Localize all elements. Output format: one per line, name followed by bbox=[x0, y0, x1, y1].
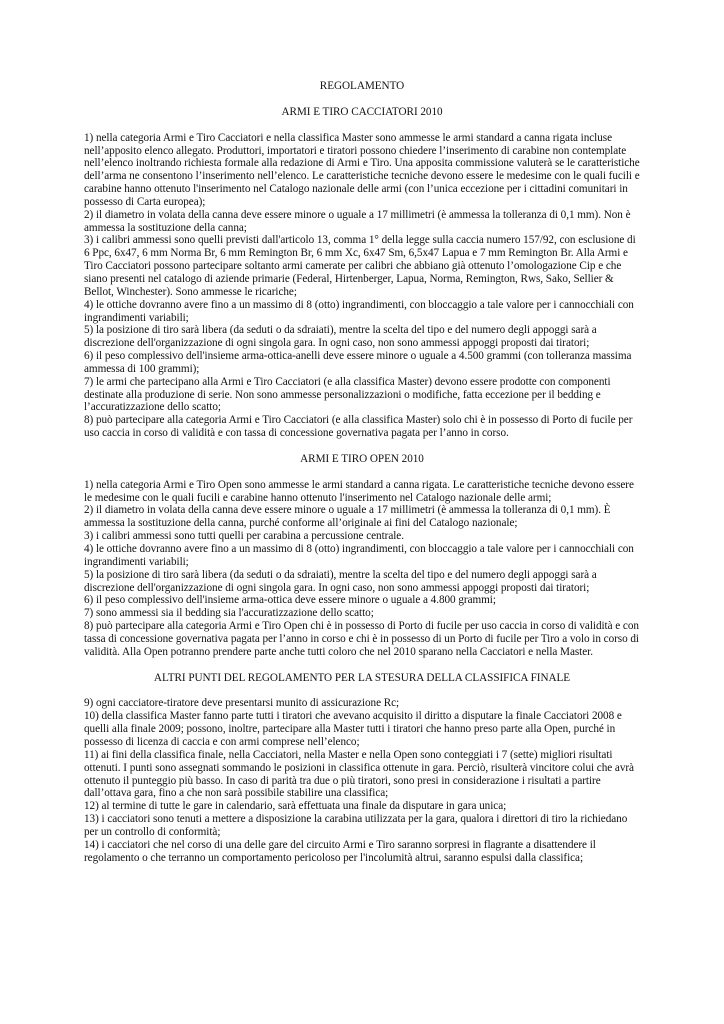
rule-paragraph: 4) le ottiche dovranno avere fino a un massimo di 8 (otto) ingrandimenti, con bloccaggio a tale valore per i cannocchiali con ingrandimenti variabili; bbox=[84, 298, 634, 324]
rule-paragraph: 7) sono ammessi sia il bedding sia l'accuratizzazione dello scatto; bbox=[84, 607, 374, 620]
rule-paragraph: 11) ai fini della classifica finale, nella Cacciatori, nella Master e nella Open sono conteggiati i 7 (sette) migliori risultati ottenuti. I punti sono assegnati sommando le posizioni in classifica ottenute in gara. Perciò, risulterà vincitore colui che avrà ottenuto il punteggio più basso. In caso di parità tra due o più tiratori, sono presi in considerazione i risultati a partire dall’ottava gara, fino a che non sarà possibile stabilire una classifica; bbox=[84, 748, 634, 800]
rule-paragraph: 8) può partecipare alla categoria Armi e Tiro Open chi è in possesso di Porto di fucile per uso caccia in corso di validità e con tassa di concessione governativa pagata per l’anno in corso e chi è in possesso di un Porto di fucile per Tiro a volo in corso di validità. Alla Open potranno prendere parte anche tutti coloro che nel 2010 sparano nella Cacciatori e nella Master. bbox=[84, 620, 639, 658]
rule-paragraph: 1) nella categoria Armi e Tiro Open sono ammesse le armi standard a canna rigata. Le caratteristiche tecniche devono essere le medesime con le quali fucili e carabine hanno ottenuto l'inserimento nel Catalogo nazionale delle armi; bbox=[84, 478, 634, 504]
rule-paragraph: 2) il diametro in volata della canna deve essere minore o uguale a 17 millimetri (è ammessa la tolleranza di 0,1 mm). Non è ammessa la sostituzione della canna; bbox=[84, 208, 631, 234]
section-altri-punti bbox=[84, 697, 640, 864]
rule-paragraph: 6) il peso complessivo dell'insieme arma-ottica-anelli deve essere minore o uguale a 4.500 grammi (con tolleranza massima ammessa di 100 grammi); bbox=[84, 350, 632, 375]
section-title-cacciatori: ARMI E TIRO CACCIATORI 2010 bbox=[281, 105, 443, 118]
rule-paragraph: 14) i cacciatori che nel corso di una delle gare del circuito Armi e Tiro saranno sorpresi in flagrante a disattendere il regolamento o che terranno un comportamento pericoloso per l'incolumità altrui, saranno espulsi dalla classifica; bbox=[84, 838, 596, 864]
rule-paragraph: 8) può partecipare alla categoria Armi e Tiro Cacciatori (e alla classifica Master) solo chi è in possesso di Porto di fucile per uso caccia in corso di validità e con tassa di concessione governativa pagata per l’anno in corso. bbox=[84, 414, 633, 440]
rule-paragraph: 10) della classifica Master fanno parte tutti i tiratori che avevano acquisito il diritto a disputare la finale Cacciatori 2008 e quelli alla finale 2009; possono, inoltre, partecipare alla Master tutti i tiratori che hanno preso parte alla Open, purché in possesso di licenza di caccia e con armi comprese nell’elenco; bbox=[84, 710, 622, 748]
section-cacciatori bbox=[84, 132, 640, 440]
rule-paragraph: 7) le armi che partecipano alla Armi e Tiro Cacciatori (e alla classifica Master) devono essere prodotte con componenti destinate alla produzione di serie. Non sono ammesse personalizzazioni o modifiche, fatta eccezione per il bedding e l’accuratizzazione dello scatto; bbox=[84, 375, 611, 414]
rule-paragraph: 5) la posizione di tiro sarà libera (da seduti o da sdraiati), mentre la scelta del tipo e del numero degli appoggi sarà a discrezione dell'organizzazione di ogni singola gara. In ogni caso, non sono ammessi appoggi proposti dai tiratori; bbox=[84, 568, 597, 594]
rule-paragraph: 9) ogni cacciatore-tiratore deve presentarsi munito di assicurazione Rc; bbox=[84, 697, 400, 710]
rule-paragraph: 6) il peso complessivo dell'insieme arma-ottica deve essere minore o uguale a 4.800 grammi; bbox=[84, 594, 496, 607]
rule-paragraph: 3) i calibri ammessi sono tutti quelli per carabina a percussione centrale. bbox=[84, 530, 404, 543]
rule-paragraph: 1) nella categoria Armi e Tiro Cacciatori e nella classifica Master sono ammesse le armi standard a canna rigata incluse nell’apposito elenco allegato. Produttori, importatori e tiratori possono chiedere l’inserimento di carabine non contemplate nell’elenco inoltrando richiesta formale alla redazione di Armi e Tiro. Una apposita commissione valuterà se le caratteristiche dell’arma ne consentono l’inserimento nell’elenco. Le caratteristiche tecniche devono essere le medesime con le quali fucili e carabine hanno ottenuto l'inserimento nel Catalogo nazionale delle armi (con l’unica eccezione per i cittadini comunitari in possesso di Carta europea); bbox=[84, 131, 640, 208]
rule-paragraph: 13) i cacciatori sono tenuti a mettere a disposizione la carabina utilizzata per la gara, qualora i direttori di tiro la richiedano per un controllo di conformità; bbox=[84, 813, 628, 838]
rule-paragraph: 3) i calibri ammessi sono quelli previsti dall'articolo 13, comma 1° della legge sulla caccia numero 157/92, con esclusione di 6 Ppc, 6x47, 6 mm Norma Br, 6 mm Remington Br, 6 mm Xc, 6x47 Sm, 6,5x47 Lapua e 7 mm Remington Br. Alla Armi e Tiro Cacciatori possono partecipare soltanto armi camerate per calibri che abbiano già ottenuto l’omologazione Cip e che siano presenti nel catalogo di aziende primarie (Federal, Hirtenberger, Lapua, Norma, Remington, Rws, Sako, Sellier & Bellot, Winchester). Sono ammesse le ricariche; bbox=[84, 234, 636, 298]
rule-paragraph: 4) le ottiche dovranno avere fino a un massimo di 8 (otto) ingrandimenti, con bloccaggio a tale valore per i cannocchiali con ingrandimenti variabili; bbox=[84, 543, 634, 568]
section-title-altri-punti: ALTRI PUNTI DEL REGOLAMENTO PER LA STESURA DELLA CLASSIFICA FINALE bbox=[153, 671, 571, 684]
rule-paragraph: 2) il diametro in volata della canna deve essere minore o uguale a 17 millimetri (è ammessa la tolleranza di 0,1 mm). È ammessa la sostituzione della canna, purché conforme all’originale ai fini del Catalogo nazionale; bbox=[84, 504, 611, 530]
rule-paragraph: 5) la posizione di tiro sarà libera (da seduti o da sdraiati), mentre la scelta del tipo e del numero degli appoggi sarà a discrezione dell'organizzazione di ogni singola gara. In ogni caso, non sono ammessi appoggi proposti dai tiratori; bbox=[84, 324, 597, 350]
rule-paragraph: 12) al termine di tutte le gare in calendario, sarà effettuata una finale da disputare in gara unica; bbox=[84, 800, 507, 813]
document-title: REGOLAMENTO bbox=[319, 80, 405, 92]
document-page bbox=[84, 80, 640, 877]
section-open bbox=[84, 479, 640, 659]
section-title-open: ARMI E TIRO OPEN 2010 bbox=[300, 452, 424, 465]
